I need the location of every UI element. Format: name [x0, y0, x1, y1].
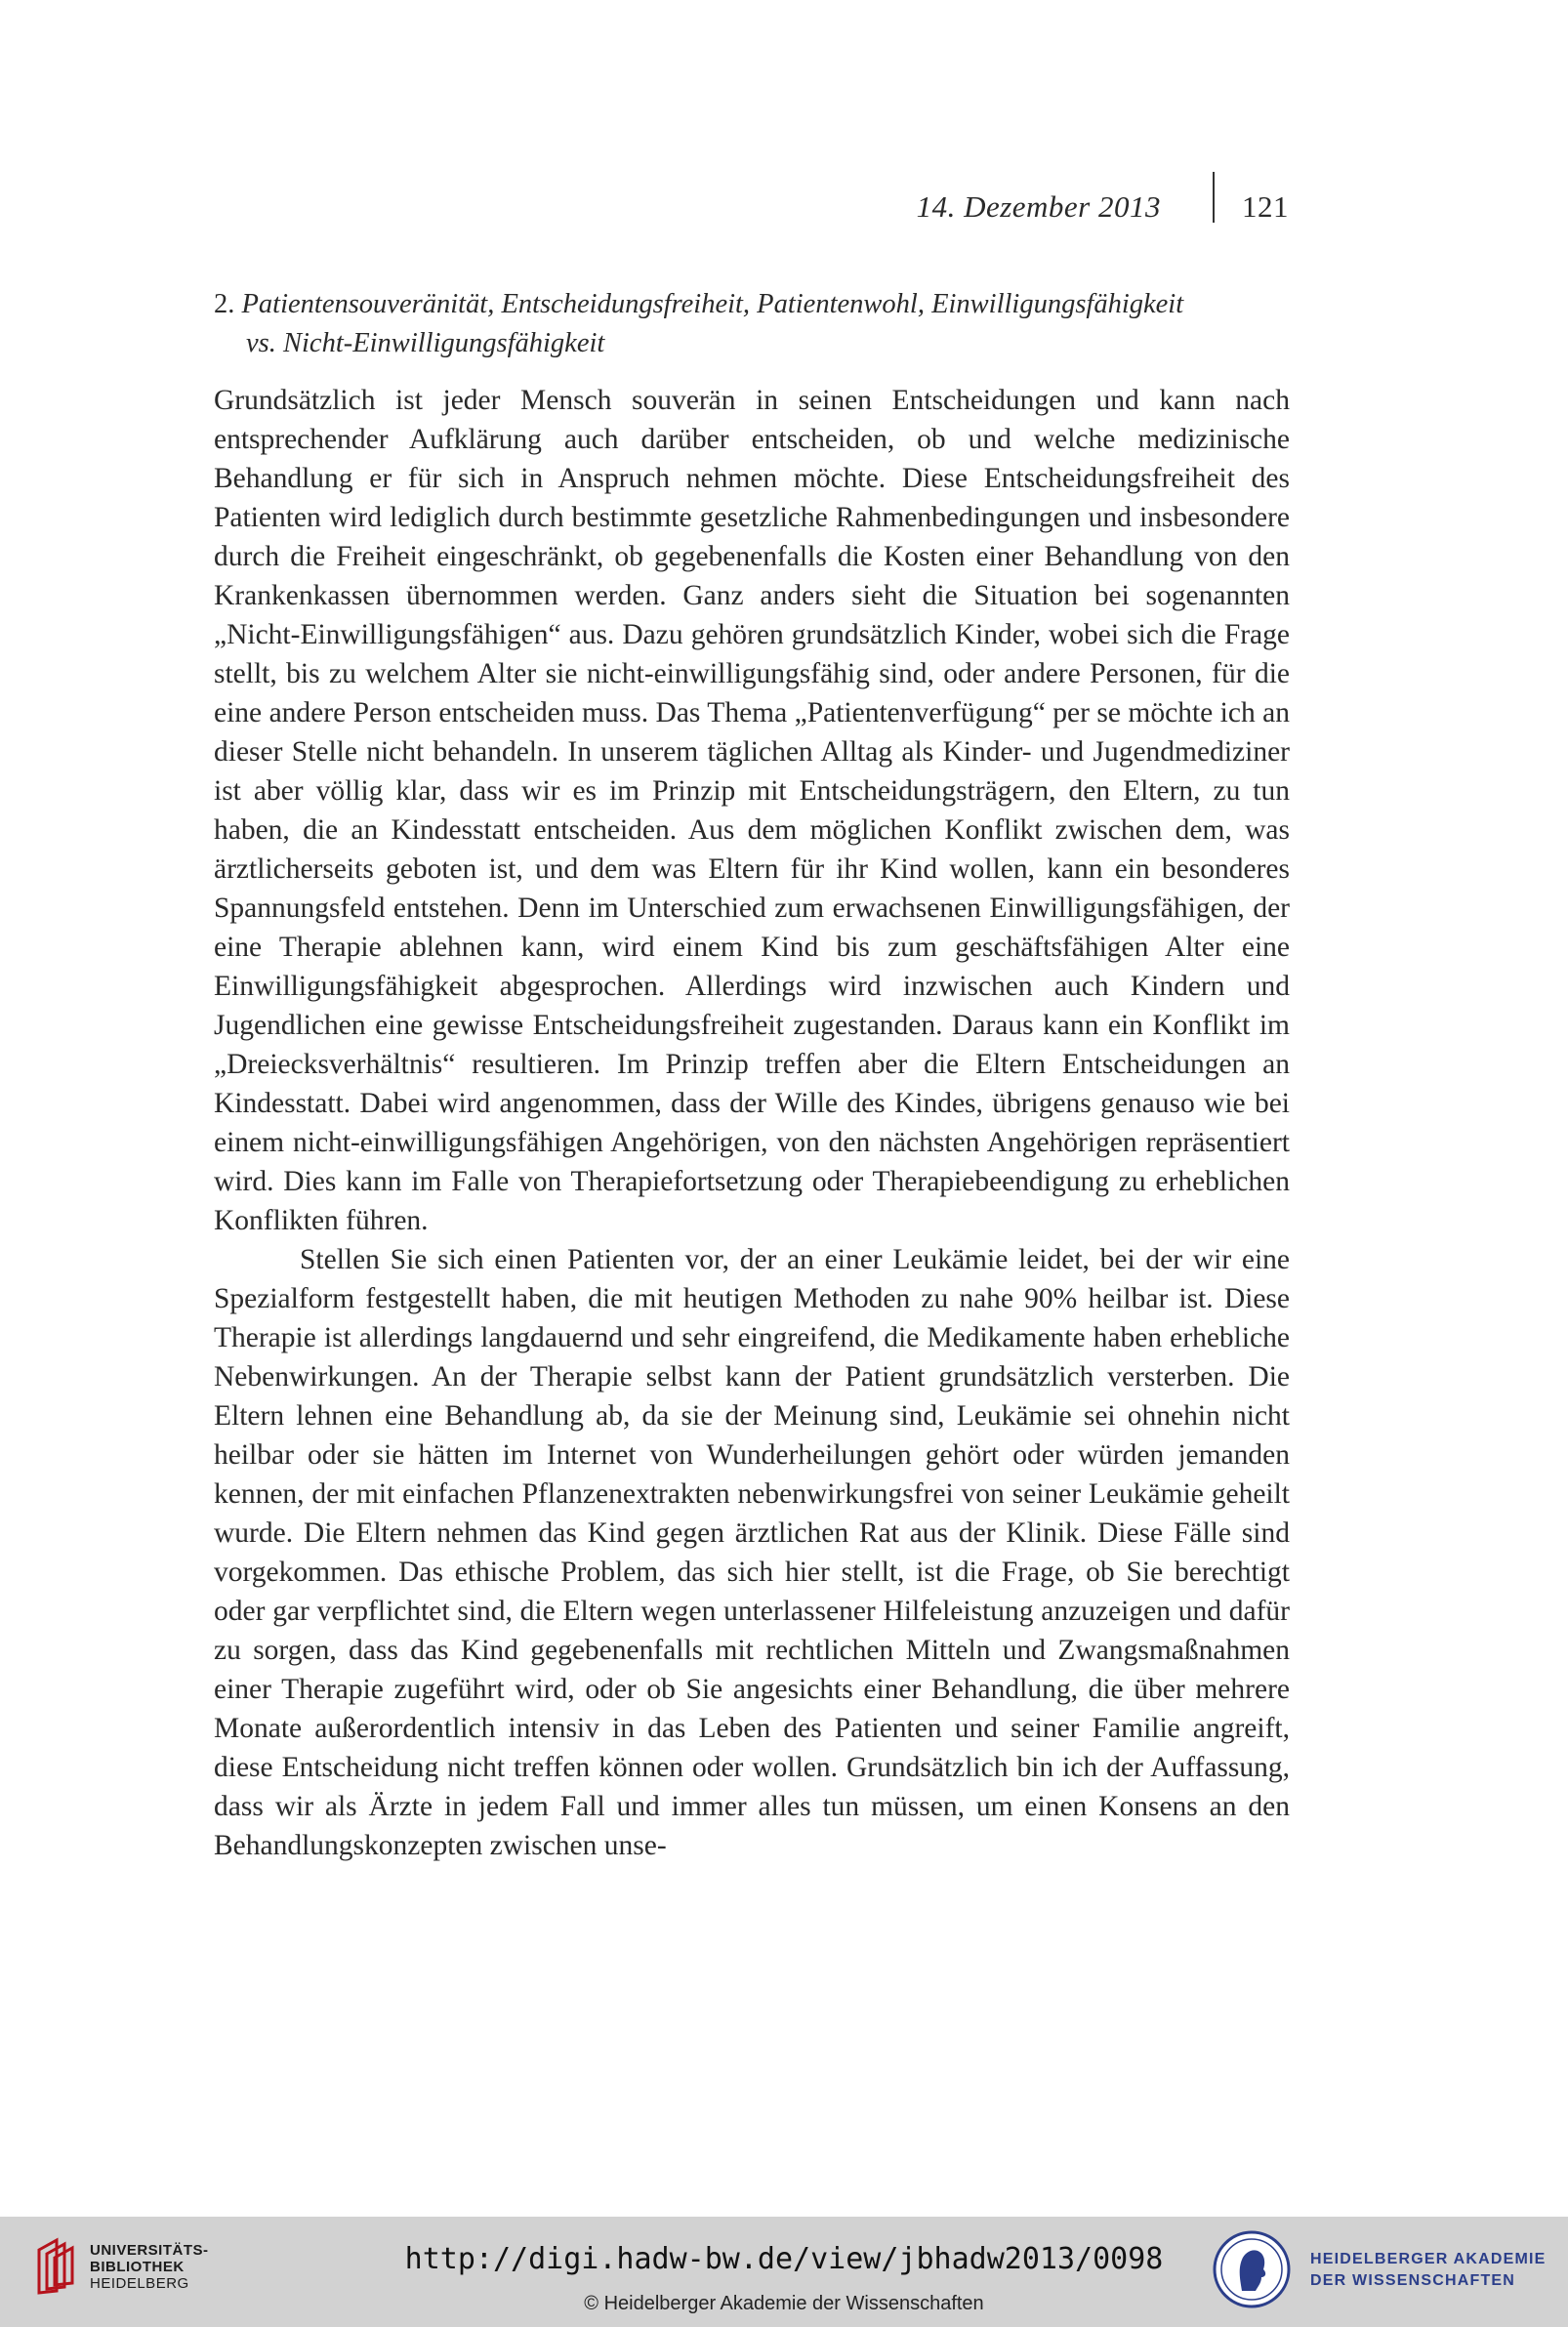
body-text [214, 381, 1290, 1865]
academy-name[interactable]: HEIDELBERGER AKADEMIE DER WISSENSCHAFTEN [1310, 2251, 1547, 2289]
paragraph-1: Grundsätzlich ist jeder Mensch souverän in seinen Entscheidungen und kann nach entsprechender Aufklärung auch darüber entscheiden, ob und welche medizinische Behandlung er für sich in Anspruch nehmen möchte. Diese Entscheidungsfreiheit des Patienten wird lediglich durch bestimmte gesetzliche Rahmenbedingungen und insbesondere durch die Freiheit eingeschränkt, ob gegebenenfalls die Kosten einer Behandlung von den Krankenkassen übernommen werden. Ganz anders sieht die Situation bei sogenannten „Nicht-Einwilligungsfähigen“ aus. Dazu gehören grundsätzlich Kinder, wobei sich die Frage stellt, bis zu welchem Alter sie nicht-einwilligungsfähig sind, oder andere Personen, für die eine andere Person entscheiden muss. Das Thema „Patientenverfügung“ per se möchte ich an dieser Stelle nicht behandeln. In unserem täglichen Alltag als Kinder- und Jugendmediziner ist aber völlig klar, dass wir es im Prinzip mit Entscheidungsträgern, den Eltern, zu tun haben, die an Kindesstatt entscheiden. Aus dem möglichen Konflikt zwischen dem, was ärztlicherseits geboten ist, und dem was Eltern für ihr Kind wollen, kann ein besonderes Spannungsfeld entstehen. Denn im Unterschied zum erwachsenen Einwilligungsfähigen, der eine Therapie ablehnen kann, wird einem Kind bis zum geschäftsfähigen Alter eine Einwilligungsfähigkeit abgesprochen. Allerdings wird inzwischen auch Kindern und Jugendlichen eine gewisse Entscheidungsfreiheit zugestanden. Daraus kann ein Konflikt im „Dreiecksverhältnis“ resultieren. Im Prinzip treffen aber die Eltern Entscheidungen an Kindesstatt. Dabei wird angenommen, dass der Wille des Kindes, übrigens genauso wie bei einem nicht-einwilligungsfähigen Angehörigen, von den nächsten Angehörigen repräsentiert wird. Dies kann im Falle von Therapiefortsetzung oder Therapiebeendigung zu erheblichen Konflikten führen. [214, 385, 1290, 1236]
section-number: 2. [214, 289, 235, 319]
paragraph-2: Stellen Sie sich einen Patienten vor, der an einer Leukämie leidet, bei der wir eine Spezialform festgestellt haben, die mit heutigen Methoden zu nahe 90% heilbar ist. Diese Therapie ist allerdings langdauernd und sehr eingreifend, die Medikamente haben erhebliche Nebenwirkungen. An der Therapie selbst kann der Patient grundsätzlich versterben. Die Eltern lehnen eine Behandlung ab, da sie der Meinung sind, Leukämie sei ohnehin nicht heilbar oder sie hätten im Internet von Wunderheilungen gehört oder würden jemanden kennen, der mit einfachen Pflanzenextrakten nebenwirkungsfrei von seiner Leukämie geheilt wurde. Die Eltern nehmen das Kind gegen ärztlichen Rat aus der Klinik. Diese Fälle sind vorgekommen. Das ethische Problem, das sich hier stellt, ist die Frage, ob Sie berechtigt oder gar verpflichtet sind, die Eltern wegen unterlassener Hilfeleistung anzuzeigen und dafür zu sorgen, dass das Kind gegebenenfalls mit rechtlichen Mitteln und Zwangsmaßnahmen einer Therapie zugeführt wird, oder ob Sie angesichts einer Behandlung, die über mehrere Monate außerordentlich intensiv in das Leben des Patienten und seiner Familie angreift, diese Entscheidung nicht treffen können oder wollen. Grundsätzlich bin ich der Auffassung, dass wir als Ärzte in jedem Fall und immer alles tun müssen, um einen Konsens an den Behandlungskonzepten zwischen unse- [214, 1244, 1290, 1861]
digitization-footer [0, 2217, 1568, 2327]
section-title-line1: Patientensouveränität, Entscheidungsfreiheit, Patientenwohl, Einwilligungsfähigkeit [241, 289, 1184, 319]
header-date: 14. Dezember 2013 [916, 189, 1161, 224]
permalink-url[interactable]: http://digi.hadw-bw.de/view/jbhadw2013/0098 [404, 2242, 1164, 2276]
copyright-notice: © Heidelberger Akademie der Wissenschaften [584, 2293, 984, 2314]
running-head [879, 186, 1289, 230]
section-heading [214, 285, 1288, 363]
page-number: 121 [1242, 189, 1289, 224]
header-divider [1213, 172, 1215, 223]
section-title-line2: vs. Nicht-Einwilligungsfähigkeit [246, 328, 605, 358]
academy-seal-icon[interactable] [1213, 2230, 1291, 2308]
university-library-name[interactable]: UNIVERSITÄTS- BIBLIOTHEK HEIDELBERG [90, 2242, 209, 2292]
